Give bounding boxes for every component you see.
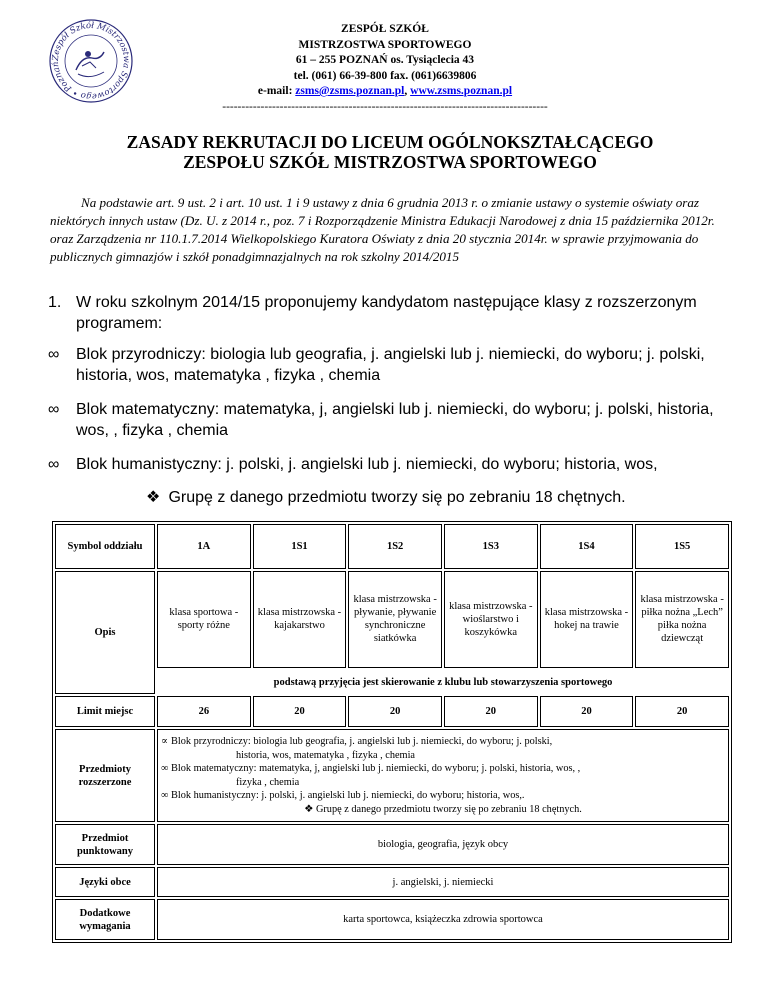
infinity-bullet-icon: ∞ <box>48 346 60 363</box>
class-symbol: 1S5 <box>635 524 729 569</box>
class-symbol: 1S1 <box>253 524 347 569</box>
class-symbol: 1S4 <box>540 524 634 569</box>
table-row <box>55 670 729 694</box>
class-symbol: 1A <box>157 524 251 569</box>
school-logo <box>48 18 134 104</box>
contact-separator: , <box>404 85 411 97</box>
school-header <box>160 22 610 115</box>
extended-block-humanities <box>161 789 725 803</box>
limit-value: 20 <box>253 696 347 726</box>
block-math <box>48 399 738 441</box>
class-description: klasa mistrzowska - wioślarstwo i koszykówka <box>444 571 538 668</box>
list-number: 1. <box>48 294 62 311</box>
class-symbol: 1S2 <box>348 524 442 569</box>
header-line-1: ZESPÓŁ SZKÓŁ <box>341 23 429 35</box>
title-line-2: ZESPOŁU SZKÓŁ MISTRZOSTWA SPORTOWEGO <box>183 152 597 172</box>
limit-value: 26 <box>157 696 251 726</box>
table-row <box>55 729 729 822</box>
admission-basis: podstawą przyjęcia jest skierowanie z klubu lub stowarzyszenia sportowego <box>273 676 613 688</box>
block-humanities <box>48 454 738 475</box>
block-text: Blok humanistyczny: j. polski, j. angielski lub j. niemiecki, do wyboru; historia, wos, <box>76 456 658 473</box>
email-label: e-mail: <box>257 85 296 97</box>
extended-continuation: fizyka , chemia <box>236 776 300 788</box>
subject-blocks <box>48 344 738 488</box>
header-line-2: MISTRZOSTWA SPORTOWEGO <box>298 38 472 51</box>
infinity-bullet-icon: ∞ <box>48 456 60 473</box>
row-label-rozszerzone: Przedmioty rozszerzone <box>55 729 155 822</box>
table-row <box>55 524 729 569</box>
recruitment-table <box>52 521 732 943</box>
email-link[interactable]: zsms@zsms.poznan.pl <box>295 85 405 97</box>
limit-value: 20 <box>540 696 634 726</box>
list-item-1 <box>48 292 738 334</box>
extended-subjects <box>157 729 729 822</box>
document-title <box>60 132 720 172</box>
class-symbol: 1S3 <box>444 524 538 569</box>
class-description: klasa mistrzowska - hokej na trawie <box>540 571 634 668</box>
svg-text:Zespół Szkół Mistrzostwa Sport: Zespół Szkół Mistrzostwa Sportowego • Poznań <box>50 20 132 102</box>
row-label-symbol: Symbol oddziału <box>55 524 155 569</box>
extended-note-text: Grupę z danego przedmiotu tworzy się po zebraniu 18 chętnych. <box>315 803 582 815</box>
table-row <box>55 696 729 726</box>
diamond-bullet-icon: ❖ <box>146 489 161 506</box>
title-line-1: ZASADY REKRUTACJI DO LICEUM OGÓLNOKSZTAŁCĄCEGO <box>126 132 654 152</box>
extended-continuation: historia, wos, matematyka , fizyka , chemia <box>236 749 415 761</box>
class-description: klasa mistrzowska - kajakarstwo <box>253 571 347 668</box>
row-label-punktowany: Przedmiot punktowany <box>55 824 155 865</box>
header-address: 61 – 255 POZNAŃ os. Tysiąclecia 43 <box>295 54 475 66</box>
extended-block-science <box>161 735 725 749</box>
limit-value: 20 <box>444 696 538 726</box>
extended-text: Blok przyrodniczy: biologia lub geografia, j. angielski lub j. niemiecki, do wyboru; j. polski, <box>171 736 553 748</box>
row-label-jezyki: Języki obce <box>55 867 155 897</box>
list-item-text: W roku szkolnym 2014/15 proponujemy kandydatom następujące klasy z rozszerzonym programem: <box>76 294 697 332</box>
school-seal-icon <box>48 18 134 104</box>
extended-text: Blok matematyczny: matematyka, j, angielski lub j. niemiecki, do wyboru; j. polski, historia, wos, , <box>171 763 581 775</box>
scored-subjects: biologia, geografia, język obcy <box>157 824 729 865</box>
header-phone: tel. (061) 66-39-800 fax. (061)6639806 <box>293 69 477 82</box>
note-text: Grupę z danego przedmiotu tworzy się po zebraniu 18 chętnych. <box>168 489 626 506</box>
class-description: klasa mistrzowska - pływanie, pływanie synchroniczne siatkówka <box>348 571 442 668</box>
diamond-bullet-icon: ❖ <box>304 803 314 815</box>
block-science <box>48 344 738 386</box>
extended-text: Blok humanistyczny: j. polski, j. angielski lub j. niemiecki, do wyboru; historia, wos,. <box>171 790 525 802</box>
header-contact <box>160 84 610 100</box>
infinity-bullet-icon: ∞ <box>161 763 169 775</box>
table-row <box>55 899 729 940</box>
table-row <box>55 867 729 897</box>
block-text: Blok matematyczny: matematyka, j, angielski lub j. niemiecki, do wyboru; j. polski, historia, wos, , fizyka , chemia <box>76 401 714 439</box>
foreign-languages: j. angielski, j. niemiecki <box>157 867 729 897</box>
infinity-bullet-icon: ∞ <box>48 401 60 418</box>
row-label-opis: Opis <box>55 571 155 695</box>
website-link[interactable]: www.zsms.poznan.pl <box>410 85 513 97</box>
extended-block-math <box>161 762 725 776</box>
row-label-wymagania: Dodatkowe wymagania <box>55 899 155 940</box>
table-row <box>55 571 729 668</box>
limit-value: 20 <box>348 696 442 726</box>
block-text: Blok przyrodniczy: biologia lub geografia, j. angielski lub j. niemiecki, do wyboru; j. polski, historia, wos, matematyka , fizyka , chemia <box>76 346 705 384</box>
proportional-bullet-icon: ∝ <box>161 736 168 748</box>
header-divider: ------------------------------------------------------------------------------------- <box>222 100 548 113</box>
table-row <box>55 824 729 865</box>
class-description: klasa mistrzowska - piłka nożna „Lech” piłka nożna dziewcząt <box>635 571 729 668</box>
class-description: klasa sportowa - sporty różne <box>157 571 251 668</box>
infinity-bullet-icon: ∞ <box>161 790 169 802</box>
group-note <box>146 487 626 507</box>
extended-note <box>161 803 725 817</box>
additional-requirements: karta sportowca, książeczka zdrowia sportowca <box>157 899 729 940</box>
legal-basis-paragraph: Na podstawie art. 9 ust. 2 i art. 10 ust. 1 i 9 ustawy z dnia 6 grudnia 2013 r. o zmianie ustawy o systemie oświaty oraz niektórych innych ustaw (Dz. U. z 2014 r., poz. 7 i Rozporządzenie Ministra Edukacji Narodowej z dnia 15 października 2012r. oraz Zarządzenia nr 110.1.7.2014 Wielkopolskiego Kuratora Oświaty z dnia 20 stycznia 2014r. w sprawie przyjmowania do publicznych gimnazjów i szkół ponadgimnazjalnych na rok szkolny 2014/2015 <box>50 195 715 264</box>
row-label-limit: Limit miejsc <box>55 696 155 726</box>
limit-value: 20 <box>635 696 729 726</box>
